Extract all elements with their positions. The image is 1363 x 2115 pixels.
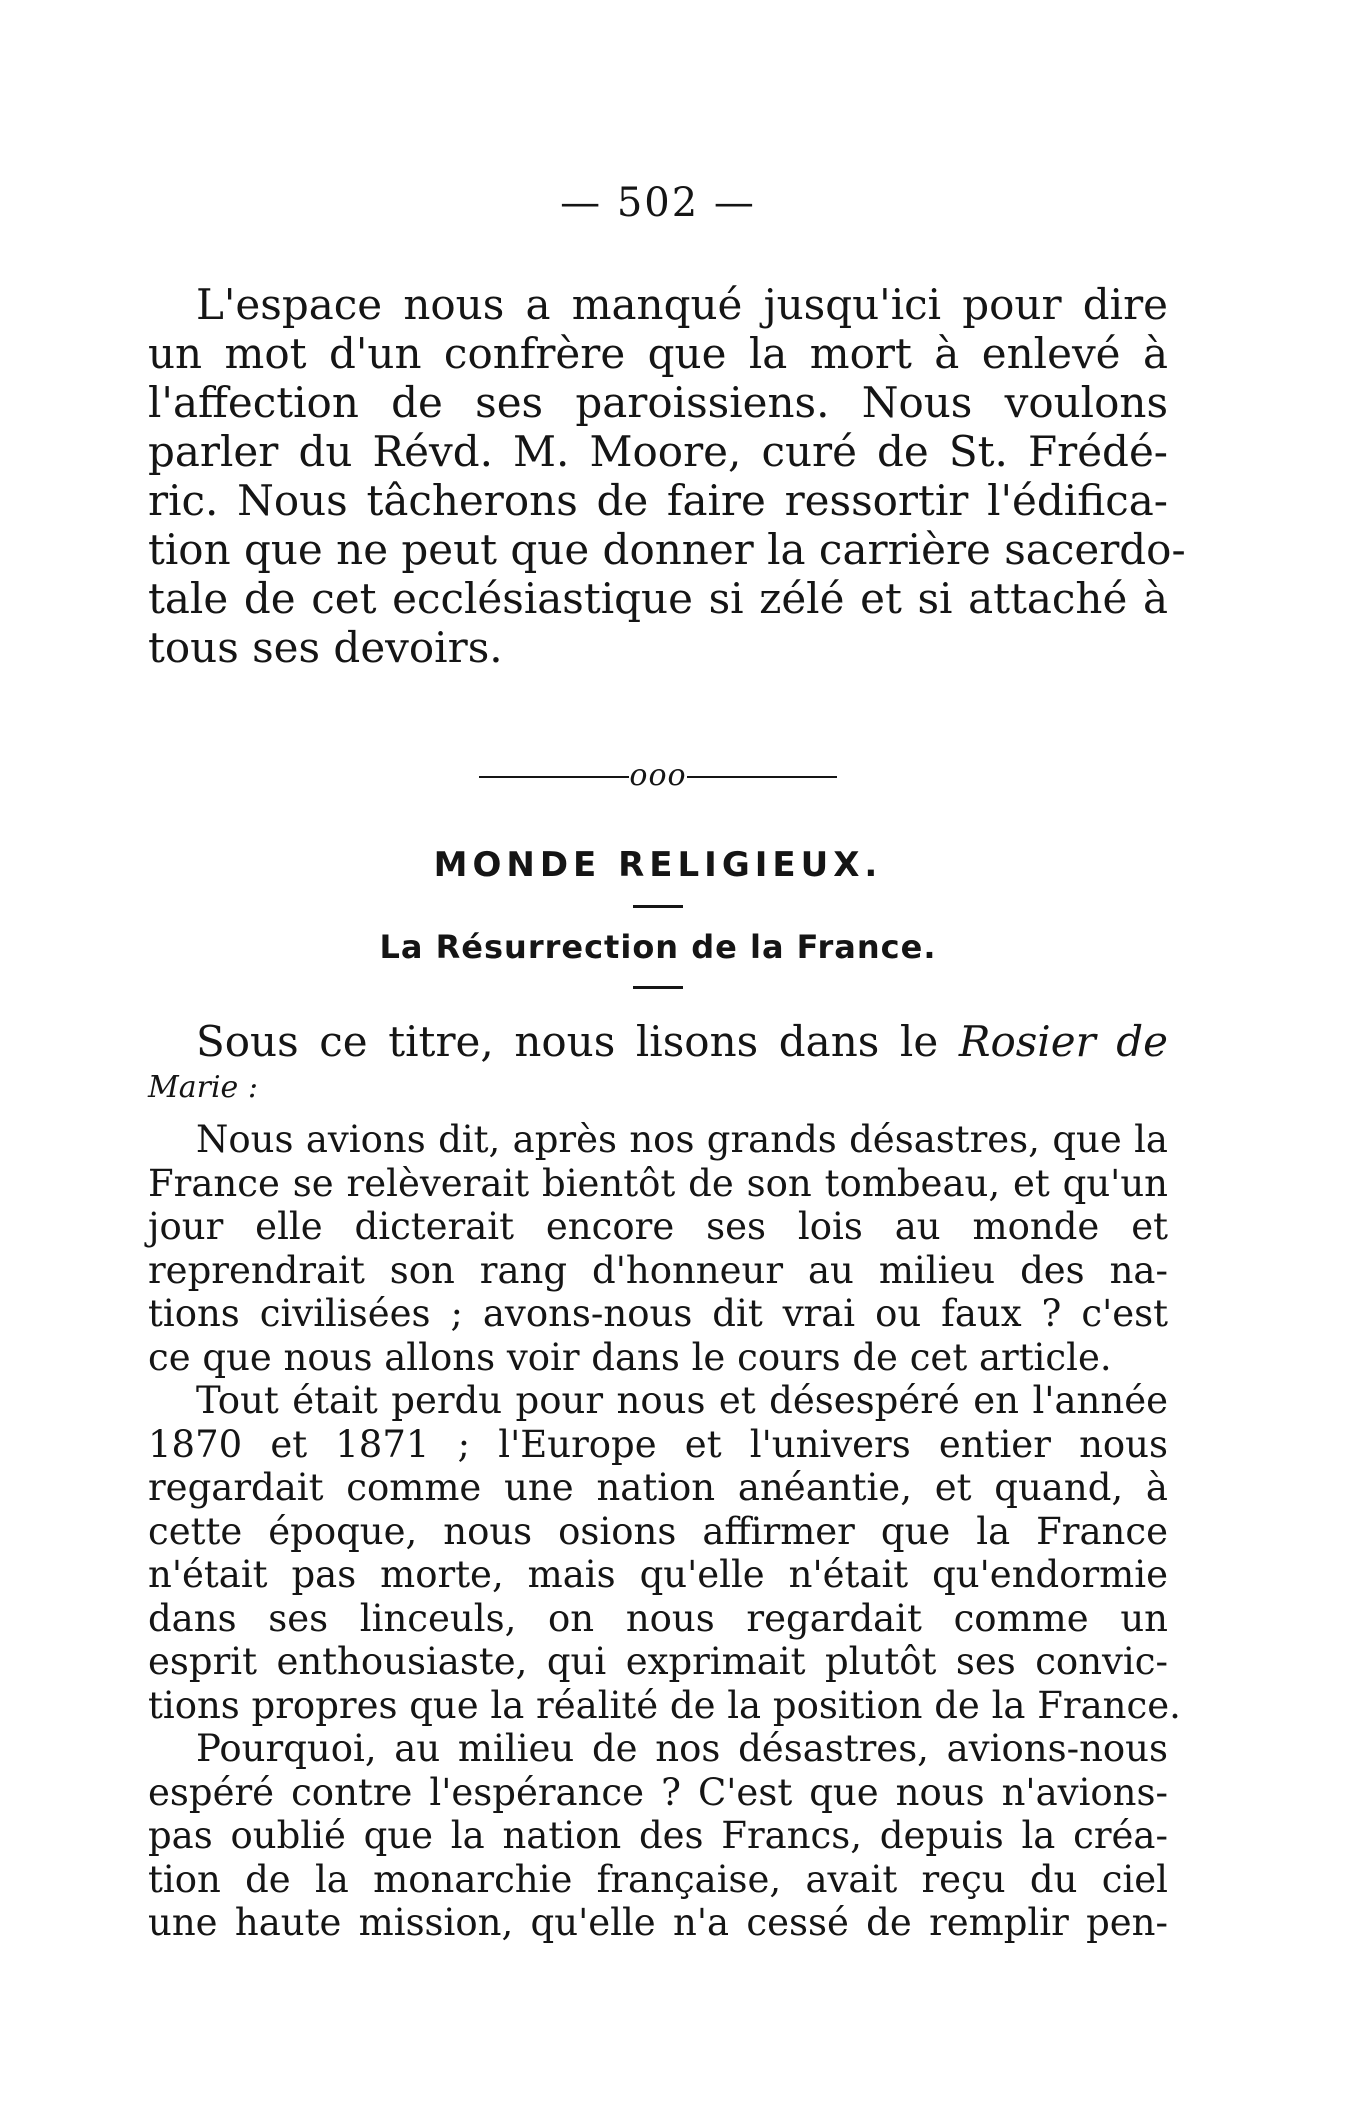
separator-rule-left bbox=[479, 776, 629, 778]
separator-rule-right bbox=[687, 776, 837, 778]
text-line: Pourquoi, au milieu de nos désastres, avions-nous bbox=[196, 1727, 1168, 1770]
article-title: La Résurrection de la France. bbox=[379, 928, 937, 966]
text-line: tions civilisées ; avons-nous dit vrai ou faux ? c'est bbox=[148, 1292, 1168, 1335]
text-line: un mot d'un confrère que la mort à enlevé à bbox=[148, 329, 1168, 378]
text-line: 1870 et 1871 ; l'Europe et l'univers entier nous bbox=[148, 1422, 1168, 1466]
text-line: parler du Révd. M. Moore, curé de St. Frédé- bbox=[148, 427, 1168, 476]
text-line: regardait comme une nation anéantie, et quand, à bbox=[148, 1466, 1168, 1509]
text-line: une haute mission, qu'elle n'a cessé de remplir pen- bbox=[148, 1901, 1168, 1944]
text-line: tion que ne peut que donner la carrière sacerdo- bbox=[148, 525, 1186, 574]
text-line: France se relèverait bientôt de son tombeau, et qu'un bbox=[148, 1161, 1168, 1205]
text-line: Tout était perdu pour nous et désespéré en l'année bbox=[196, 1379, 1168, 1422]
text-line: dans ses linceuls, on nous regardait comme un bbox=[148, 1596, 1168, 1640]
quote-paragraph bbox=[148, 1118, 1168, 1379]
lead-text: Sous ce titre, nous lisons dans le bbox=[196, 1017, 939, 1066]
lead-paragraph bbox=[148, 1017, 1168, 1110]
text-line: pas oublié que la nation des Francs, depuis la créa- bbox=[148, 1814, 1168, 1857]
text-line: reprendrait son rang d'honneur au milieu des na- bbox=[148, 1248, 1168, 1292]
quoted-article bbox=[148, 1118, 1181, 1945]
text-line: l'affection de ses paroissiens. Nous voulons bbox=[148, 378, 1168, 427]
separator-ornament: ooo bbox=[629, 758, 687, 793]
source-title: Rosier de bbox=[958, 1017, 1169, 1066]
book-page bbox=[148, 180, 1186, 1945]
text-line: tous ses devoirs. bbox=[148, 623, 503, 672]
text-line: cette époque, nous osions affirmer que la France bbox=[148, 1509, 1168, 1553]
text-line: L'espace nous a manqué jusqu'ici pour dire bbox=[196, 280, 1168, 329]
section-heading: MONDE RELIGIEUX. bbox=[433, 845, 883, 885]
quote-paragraph bbox=[148, 1727, 1168, 1945]
page-number: — 502 — bbox=[560, 180, 756, 226]
quote-paragraph bbox=[148, 1379, 1181, 1727]
intro-paragraph bbox=[148, 280, 1186, 672]
text-line: esprit enthousiaste, qui exprimait plutôt ses convic- bbox=[148, 1640, 1168, 1683]
text-line: ce que nous allons voir dans le cours de cet article. bbox=[148, 1335, 1112, 1379]
heading-rule bbox=[633, 905, 683, 908]
section-separator bbox=[148, 758, 1168, 793]
lead-line bbox=[148, 1017, 1168, 1066]
text-line: tion de la monarchie française, avait reçu du ciel bbox=[148, 1857, 1168, 1901]
text-line: ric. Nous tâcherons de faire ressortir l'édifica- bbox=[148, 476, 1168, 525]
text-line: jour elle dicterait encore ses lois au monde et bbox=[148, 1205, 1168, 1248]
text-line: n'était pas morte, mais qu'elle n'était qu'endormie bbox=[148, 1553, 1168, 1596]
text-line: Nous avions dit, après nos grands désastres, que la bbox=[196, 1118, 1168, 1161]
text-line: espéré contre l'espérance ? C'est que nous n'avions- bbox=[148, 1770, 1168, 1814]
title-rule bbox=[633, 986, 683, 989]
source-title-continued: Marie : bbox=[148, 1070, 258, 1105]
text-line: tions propres que la réalité de la position de la France. bbox=[148, 1683, 1181, 1727]
text-line: tale de cet ecclésiastique si zélé et si attaché à bbox=[148, 574, 1168, 623]
